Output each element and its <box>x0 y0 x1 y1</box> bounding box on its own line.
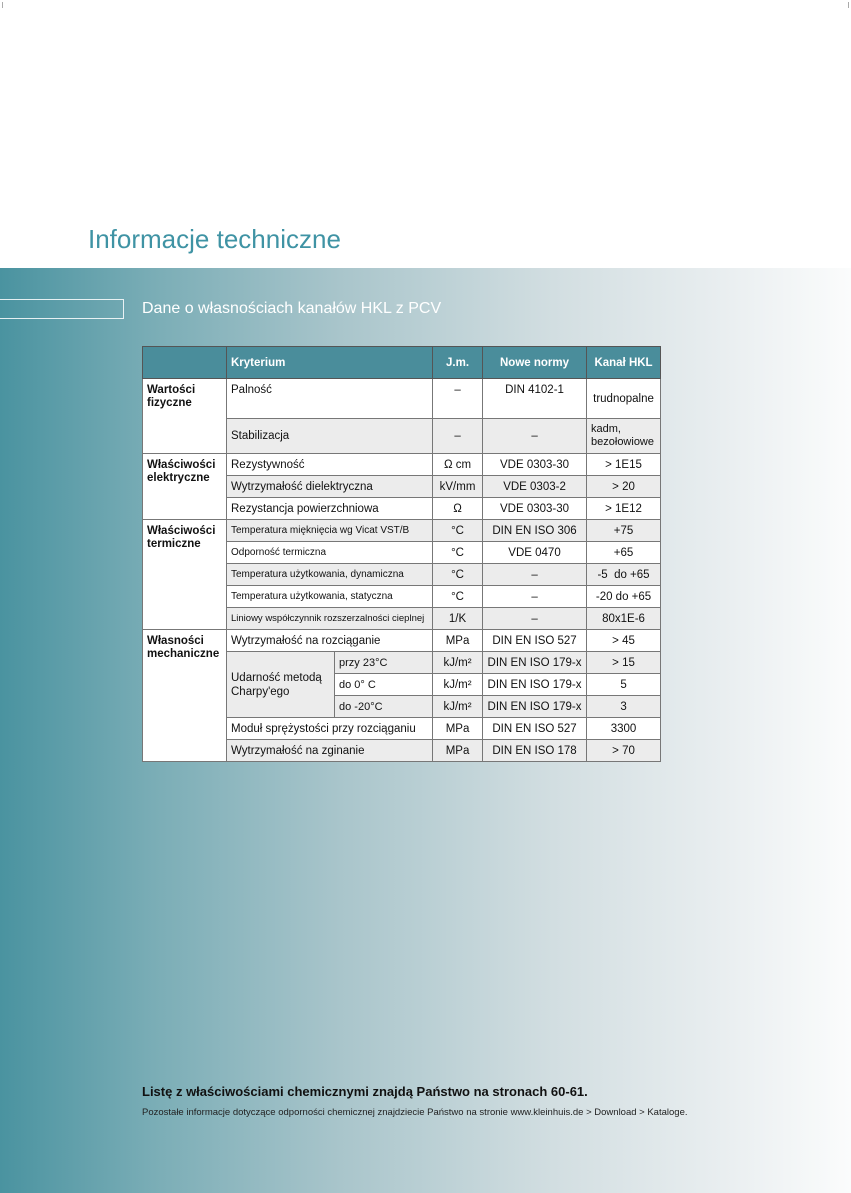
chemical-properties-note: Listę z właściwościami chemicznymi znajdą Państwo na stronach 60-61. <box>142 1084 588 1099</box>
category-mechanical: Własności mechaniczne <box>143 630 227 762</box>
cell-criterion: Wytrzymałość na rozciąganie <box>227 630 433 652</box>
cell-norm: DIN 4102-1 <box>483 379 587 419</box>
cell-value: -20 do +65 <box>587 586 661 608</box>
crop-mark-top-right <box>842 2 849 8</box>
cell-criterion: Stabilizacja <box>227 419 433 454</box>
cell-value: +65 <box>587 542 661 564</box>
cell-unit: °C <box>433 564 483 586</box>
table-row <box>143 520 661 542</box>
header-value: Kanał HKL <box>587 347 661 379</box>
cell-criterion: Odporność termiczna <box>227 542 433 564</box>
cell-norm: DIN EN ISO 527 <box>483 718 587 740</box>
cell-value: 5 <box>587 674 661 696</box>
header-blank <box>143 347 227 379</box>
cell-criterion: Palność <box>227 379 433 419</box>
cell-unit: MPa <box>433 718 483 740</box>
cell-criterion-charpy: Udarność metodą Charpy'ego <box>227 652 335 718</box>
cell-unit: °C <box>433 520 483 542</box>
cell-norm: VDE 0303-2 <box>483 476 587 498</box>
cell-norm: DIN EN ISO 178 <box>483 740 587 762</box>
cell-value: > 70 <box>587 740 661 762</box>
download-note: Pozostałe informacje dotyczące odporności chemicznej znajdziecie Państwo na stronie www.kleinhuis.de > Download > Kataloge. <box>142 1107 688 1118</box>
cell-unit: kJ/m² <box>433 674 483 696</box>
cell-norm: – <box>483 608 587 630</box>
cell-unit: 1/K <box>433 608 483 630</box>
cell-criterion: Liniowy współczynnik rozszerzalności cieplnej <box>227 608 433 630</box>
cell-norm: DIN EN ISO 179-x <box>483 674 587 696</box>
cell-unit: Ω cm <box>433 454 483 476</box>
properties-table <box>142 346 661 762</box>
cell-value: > 15 <box>587 652 661 674</box>
cell-unit: kV/mm <box>433 476 483 498</box>
cell-unit: – <box>433 379 483 419</box>
cell-subcondition: przy 23°C <box>335 652 433 674</box>
cell-value: > 45 <box>587 630 661 652</box>
cell-value: +75 <box>587 520 661 542</box>
cell-unit: °C <box>433 586 483 608</box>
cell-value: trudnopalne <box>587 379 661 419</box>
cell-unit: MPa <box>433 740 483 762</box>
cell-criterion: Wytrzymałość dielektryczna <box>227 476 433 498</box>
cell-criterion: Temperatura mięknięcia wg Vicat VST/B <box>227 520 433 542</box>
cell-criterion: Rezystywność <box>227 454 433 476</box>
category-electrical: Właściwości elektryczne <box>143 454 227 520</box>
cell-criterion: Temperatura użytkowania, statyczna <box>227 586 433 608</box>
cell-subcondition: do -20°C <box>335 696 433 718</box>
cell-unit: Ω <box>433 498 483 520</box>
cell-norm: DIN EN ISO 179-x <box>483 652 587 674</box>
cell-norm: – <box>483 564 587 586</box>
table-subtitle: Dane o własnościach kanałów HKL z PCV <box>142 300 442 317</box>
cell-subcondition: do 0° C <box>335 674 433 696</box>
table-header-row <box>143 347 661 379</box>
cell-value: 3 <box>587 696 661 718</box>
cell-value: > 1E15 <box>587 454 661 476</box>
cell-value: 80x1E-6 <box>587 608 661 630</box>
category-physical: Wartości fizyczne <box>143 379 227 454</box>
cell-unit: kJ/m² <box>433 696 483 718</box>
cell-value: > 20 <box>587 476 661 498</box>
cell-value: -5 do +65 <box>587 564 661 586</box>
cell-norm: VDE 0303-30 <box>483 454 587 476</box>
page-title: Informacje techniczne <box>88 224 341 254</box>
cell-norm: – <box>483 419 587 454</box>
cell-norm: DIN EN ISO 179-x <box>483 696 587 718</box>
cell-criterion: Moduł sprężystości przy rozciąganiu <box>227 718 433 740</box>
header-norm: Nowe normy <box>483 347 587 379</box>
cell-criterion: Wytrzymałość na zginanie <box>227 740 433 762</box>
cell-value: kadm, bezołowiowe <box>587 419 661 454</box>
header-criterion: Kryterium <box>227 347 433 379</box>
cell-unit: MPa <box>433 630 483 652</box>
cell-criterion: Rezystancja powierzchniowa <box>227 498 433 520</box>
cell-norm: – <box>483 586 587 608</box>
crop-mark-top-left <box>2 2 9 8</box>
table-row <box>143 454 661 476</box>
cell-value: > 1E12 <box>587 498 661 520</box>
cell-value: 3300 <box>587 718 661 740</box>
table-row <box>143 379 661 419</box>
cell-criterion: Temperatura użytkowania, dynamiczna <box>227 564 433 586</box>
cell-unit: – <box>433 419 483 454</box>
table-row <box>143 630 661 652</box>
cell-norm: VDE 0303-30 <box>483 498 587 520</box>
category-thermal: Właściwości termiczne <box>143 520 227 630</box>
cell-unit: kJ/m² <box>433 652 483 674</box>
cell-norm: DIN EN ISO 527 <box>483 630 587 652</box>
cell-unit: °C <box>433 542 483 564</box>
cell-norm: DIN EN ISO 306 <box>483 520 587 542</box>
subtitle-rule <box>0 299 124 319</box>
cell-norm: VDE 0470 <box>483 542 587 564</box>
header-unit: J.m. <box>433 347 483 379</box>
